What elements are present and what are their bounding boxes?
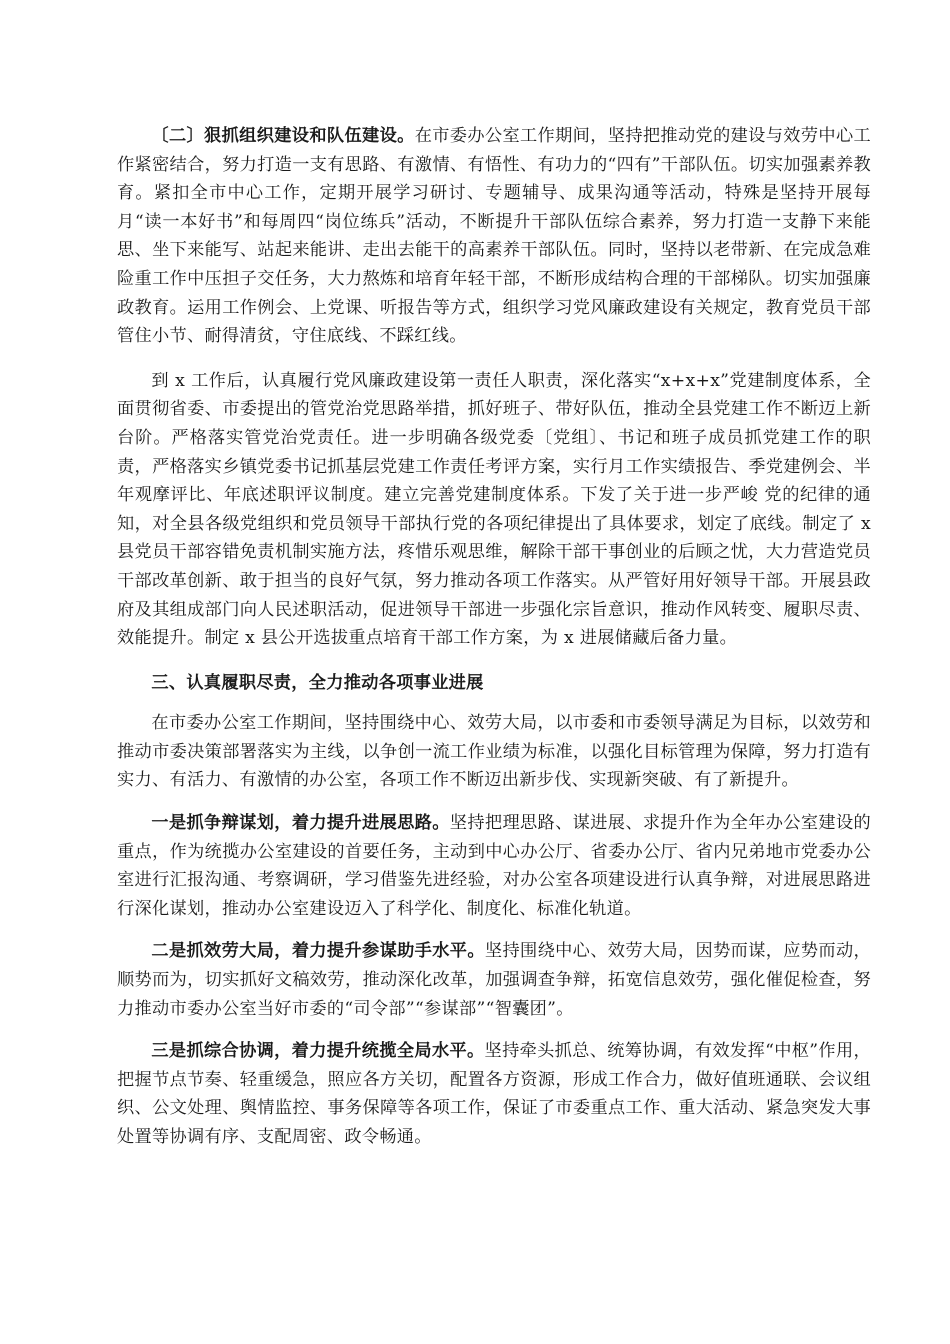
paragraph-text: 坚持围绕中心、效劳大局，因势而谋，应势而动，顺势而为，切实抓好文稿效劳，推动深化改革，加强调查争辩，拓宽信息效劳，强化催促检查，努力推动市委办公室当好市委的“司令部”“参谋部”“智囊团”。 <box>117 941 872 1019</box>
document-body <box>117 122 871 1152</box>
paragraph-text: 在市委办公室工作期间，坚持把推动党的建设与效劳中心工作紧密结合，努力打造一支有思路、有激情、有悟性、有功力的“四有”干部队伍。切实加强素养教育。紧扣全市中心工作，定期开展学习研讨、专题辅导、成果沟通等活动，特殊是坚持开展每月“读一本好书”和每周四“岗位练兵”活动，不断提升干部队伍综合素养，努力打造一支静下来能思、坐下来能写、站起来能讲、走出去能干的高素养干部队伍。同时，坚持以老带新、在完成急难险重工作中压担子交任务，大力熬炼和培育年轻干部，不断形成结构合理的干部梯队。切实加强廉政教育。运用工作例会、上党课、听报告等方式，组织学习党风廉政建设有关规定，教育党员干部管住小节、耐得清贫，守住底线、不踩红线。 <box>117 126 871 347</box>
paragraph-lead: 三是抓综合协调，着力提升统揽全局水平。 <box>151 1041 485 1062</box>
section-heading-three: 三、认真履职尽责，全力推动各项事业进展 <box>151 672 484 693</box>
paragraph-organization-building <box>117 122 871 351</box>
paragraph-text: 在市委办公室工作期间，坚持围绕中心、效劳大局，以市委和市委领导满足为目标，以效劳和推动市委决策部署落实为主线，以争创一流工作业绩为标准，以强化目标管理为保障，努力打造有实力、有活力、有激情的办公室，各项工作不断迈出新步伐、实现新突破、有了新提升。 <box>117 713 871 791</box>
paragraph-lead: 一是抓争辩谋划，着力提升进展思路。 <box>151 813 450 834</box>
paragraph-county-party-building <box>117 367 871 653</box>
paragraph-lead: 二是抓效劳大局，着力提升参谋助手水平。 <box>151 941 485 962</box>
paragraph-office-work <box>117 709 871 795</box>
paragraph-coordination <box>117 1037 871 1151</box>
paragraph-research-planning <box>117 809 871 923</box>
paragraph-service-overall <box>117 937 871 1023</box>
paragraph-text: 坚持牵头抓总、统筹协调，有效发挥“中枢”作用，把握节点节奏、轻重缓急，照应各方关切，配置各方资源，形成工作合力，做好值班通联、会议组织、公文处理、舆情监控、事务保障等各项工作，保证了市委重点工作、重大活动、紧急突发大事处置等协调有序、支配周密、政令畅通。 <box>117 1041 871 1147</box>
paragraph-text: 到 x 工作后，认真履行党风廉政建设第一责任人职责，深化落实“x+x+x”党建制度体系，全面贯彻省委、市委提出的管党治党思路举措，抓好班子、带好队伍，推动全县党建工作不断迈上新台阶。严格落实管党治党责任。进一步明确各级党委〔党组〕、书记和班子成员抓党建工作的职责，严格落实乡镇党委书记抓基层党建工作责任考评方案，实行月工作实绩报告、季党建例会、半年观摩评比、年底述职评议制度。建立完善党建制度体系。下发了关于进一步严峻 党的纪律的通知，对全县各级党组织和党员领导干部执行党的各项纪律提出了具体要求，划定了底线。制定了 x 县党员干部容错免责机制实施方法，疼惜乐观思维，解除干部干事创业的后顾之忧，大力营造党员干部改革创新、敢于担当的良好气氛，努力推动各项工作落实。从严管好用好领导干部。开展县政府及其组成部门向人民述职活动，促进领导干部进一步强化宗旨意识，推动作风转变、履职尽责、效能提升。制定 x 县公开选拔重点培育干部工作方案，为 x 进展储藏后备力量。 <box>117 370 871 649</box>
paragraph-text: 坚持把理思路、谋进展、求提升作为全年办公室建设的重点，作为统揽办公室建设的首要任务，主动到中心办公厅、省委办公厅、省内兄弟地市党委办公室进行汇报沟通、考察调研，学习借鉴先进经验，对办公室各项建设进行认真争辩，对进展思路进行深化谋划，推动办公室建设迈入了科学化、制度化、标准化轨道。 <box>117 813 871 919</box>
paragraph-lead: 〔二〕狠抓组织建设和队伍建设。 <box>151 126 415 146</box>
